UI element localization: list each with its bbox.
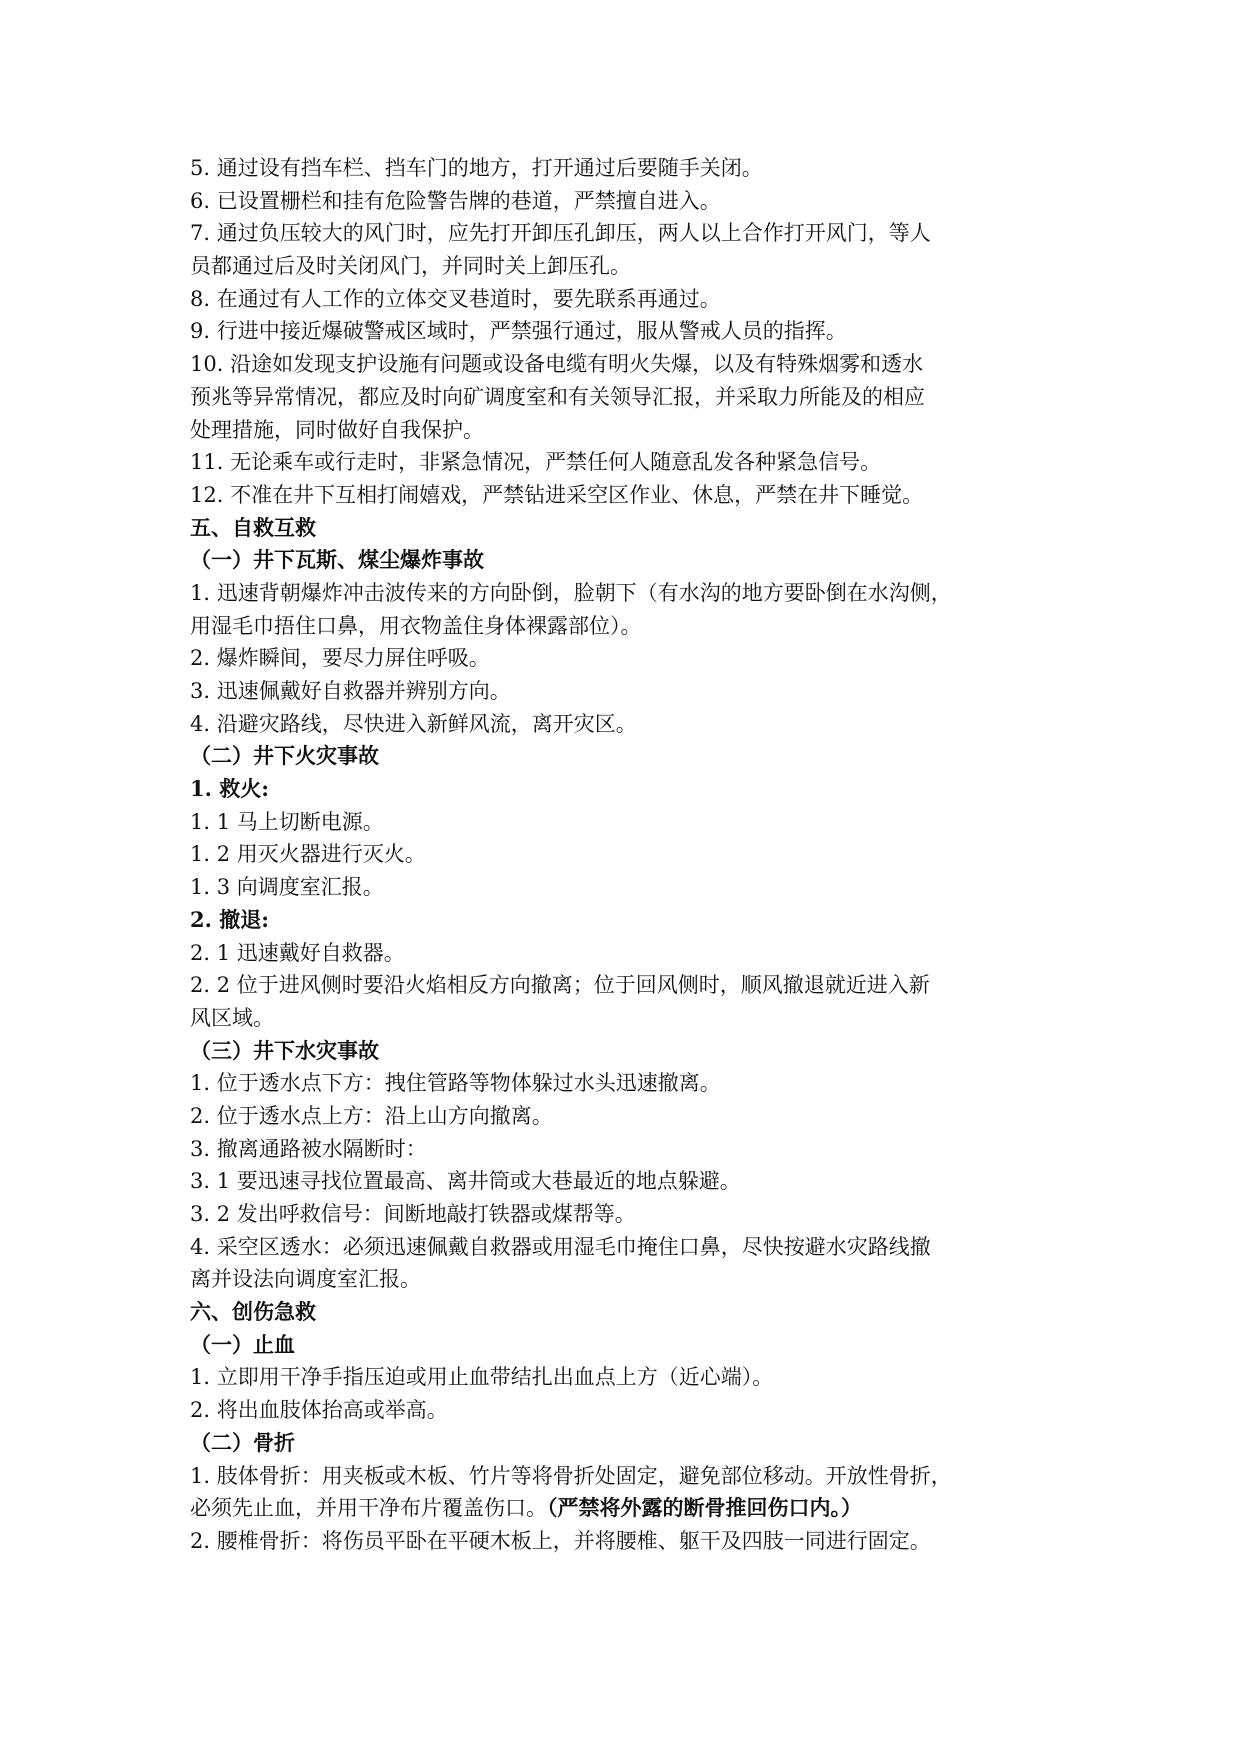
text-line [190,610,1060,643]
line-text: 员都通过后及时关闭风门，并同时关上卸压孔。 [190,254,631,279]
line-text: 离并设法向调度室汇报。 [190,1267,421,1292]
subsection-heading [190,1427,1060,1460]
text-line [190,838,1060,871]
subsection-heading [190,740,1060,773]
line-text: 2. 2 位于进风侧时要沿火焰相反方向撤离；位于回风侧时，顺风撤退就近进入新 [190,973,930,998]
text-line [190,446,1060,479]
line-text: 处理措施，同时做好自我保护。 [190,417,484,442]
text-line [190,283,1060,316]
text-line [190,152,1060,185]
line-text: 5. 通过设有挡车栏、挡车门的地方，打开通过后要随手关闭。 [190,156,763,180]
text-line [190,217,1060,250]
line-text: 1. 迅速背朝爆炸冲击波传来的方向卧倒，脸朝下（有水沟的地方要卧倒在水沟侧， [190,580,952,605]
text-line [190,806,1060,839]
line-text: 7. 通过负压较大的风门时，应先打开卸压孔卸压，两人以上合作打开风门，等人 [190,221,931,246]
text-line [190,642,1060,675]
subsection-heading [190,1035,1060,1068]
line-text: 1. 肢体骨折：用夹板或木板、竹片等将骨折处固定，避免部位移动。开放性骨折， [190,1463,952,1488]
line-text: 3. 迅速佩戴好自救器并辨别方向。 [190,679,511,703]
text-line [190,1165,1060,1198]
line-text: （二）井下火灾事故 [190,743,379,769]
text-line [190,1492,1060,1525]
document-body [190,152,1060,1558]
text-line [190,348,1060,381]
line-text: 五、自救互救 [190,514,316,540]
text-line [190,479,1060,512]
text-line [190,1361,1060,1394]
text-line [190,1231,1060,1264]
line-text: 1. 位于透水点下方：拽住管路等物体躲过水头迅速撤离。 [190,1071,721,1096]
line-text: 4. 沿避灾路线，尽快进入新鲜风流，离开灾区。 [190,711,637,736]
line-text: （一）止血 [190,1331,295,1357]
line-text: 用湿毛巾捂住口鼻，用衣物盖住身体裸露部位）。 [190,613,642,638]
text-line [190,1263,1060,1296]
line-text: 1. 救火: [190,776,269,802]
line-text: 12. 不准在井下互相打闹嬉戏，严禁钻进采空区作业、休息，严禁在井下睡觉。 [190,482,924,507]
line-text: 9. 行进中接近爆破警戒区域时，严禁强行通过，服从警戒人员的指挥。 [190,319,847,344]
line-text: 3. 2 发出呼救信号：间断地敲打铁器或煤帮等。 [190,1202,636,1226]
section-heading [190,512,1060,545]
line-text: 2. 位于透水点上方：沿上山方向撤离。 [190,1103,553,1128]
line-text: （一）井下瓦斯、煤尘爆炸事故 [190,547,484,573]
text-line [190,675,1060,708]
line-text: 风区域。 [190,1005,274,1030]
text-line [190,708,1060,741]
line-text: （二）骨折 [190,1429,295,1455]
text-line [190,250,1060,283]
line-text: 2. 爆炸瞬间，要尽力屏住呼吸。 [190,646,490,671]
line-text: 1. 3 向调度室汇报。 [190,875,384,900]
text-line [190,1067,1060,1100]
line-text: 预兆等异常情况，都应及时向矿调度室和有关领导汇报，并采取力所能及的相应 [190,384,925,409]
text-line [190,1460,1060,1493]
line-text: （三）井下水灾事故 [190,1037,379,1063]
text-line [190,1100,1060,1133]
line-text: 4. 采空区透水：必须迅速佩戴自救器或用湿毛巾掩住口鼻，尽快按避水灾路线撤 [190,1234,931,1259]
text-line [190,1525,1060,1558]
line-text: 1. 2 用灭火器进行灭火。 [190,842,426,867]
text-line [190,185,1060,218]
section-heading [190,1296,1060,1329]
line-text: 8. 在通过有人工作的立体交叉巷道时，要先联系再通过。 [190,286,721,311]
line-text: 必须先止血，并用干净布片覆盖伤口。 [190,1496,547,1521]
line-text: 2. 腰椎骨折：将伤员平卧在平硬木板上，并将腰椎、躯干及四肢一同进行固定。 [190,1528,931,1553]
line-text: 2. 1 迅速戴好自救器。 [190,940,405,965]
subsection-heading [190,773,1060,806]
text-line [190,1133,1060,1166]
text-line [190,1198,1060,1231]
text-line [190,937,1060,970]
text-line [190,1002,1060,1035]
line-text: 6. 已设置栅栏和挂有危险警告牌的巷道，严禁擅自进入。 [190,188,721,213]
text-line [190,414,1060,447]
line-text: 六、创伤急救 [190,1299,316,1325]
line-text: 3. 撤离通路被水隔断时： [190,1136,427,1161]
line-text: 1. 1 马上切断电源。 [190,809,384,834]
line-text: 10. 沿途如发现支护设施有问题或设备电缆有明火失爆，以及有特殊烟雾和透水 [190,352,924,377]
text-line [190,381,1060,414]
line-text: 1. 立即用干净手指压迫或用止血带结扎出血点上方（近心端）。 [190,1365,774,1390]
text-line [190,577,1060,610]
line-text: 2. 撤退: [190,906,269,932]
line-text: 3. 1 要迅速寻找位置最高、离井筒或大巷最近的地点躲避。 [190,1169,741,1194]
text-line [190,871,1060,904]
line-text: 2. 将出血肢体抬高或举高。 [190,1398,448,1423]
text-line [190,969,1060,1002]
subsection-heading [190,1329,1060,1362]
text-line [190,315,1060,348]
line-text: 11. 无论乘车或行走时，非紧急情况，严禁任何人随意乱发各种紧急信号。 [190,450,882,475]
subsection-heading [190,904,1060,937]
bold-warning-text: （严禁将外露的断骨推回伤口内。） [547,1495,862,1521]
subsection-heading [190,544,1060,577]
text-line [190,1394,1060,1427]
